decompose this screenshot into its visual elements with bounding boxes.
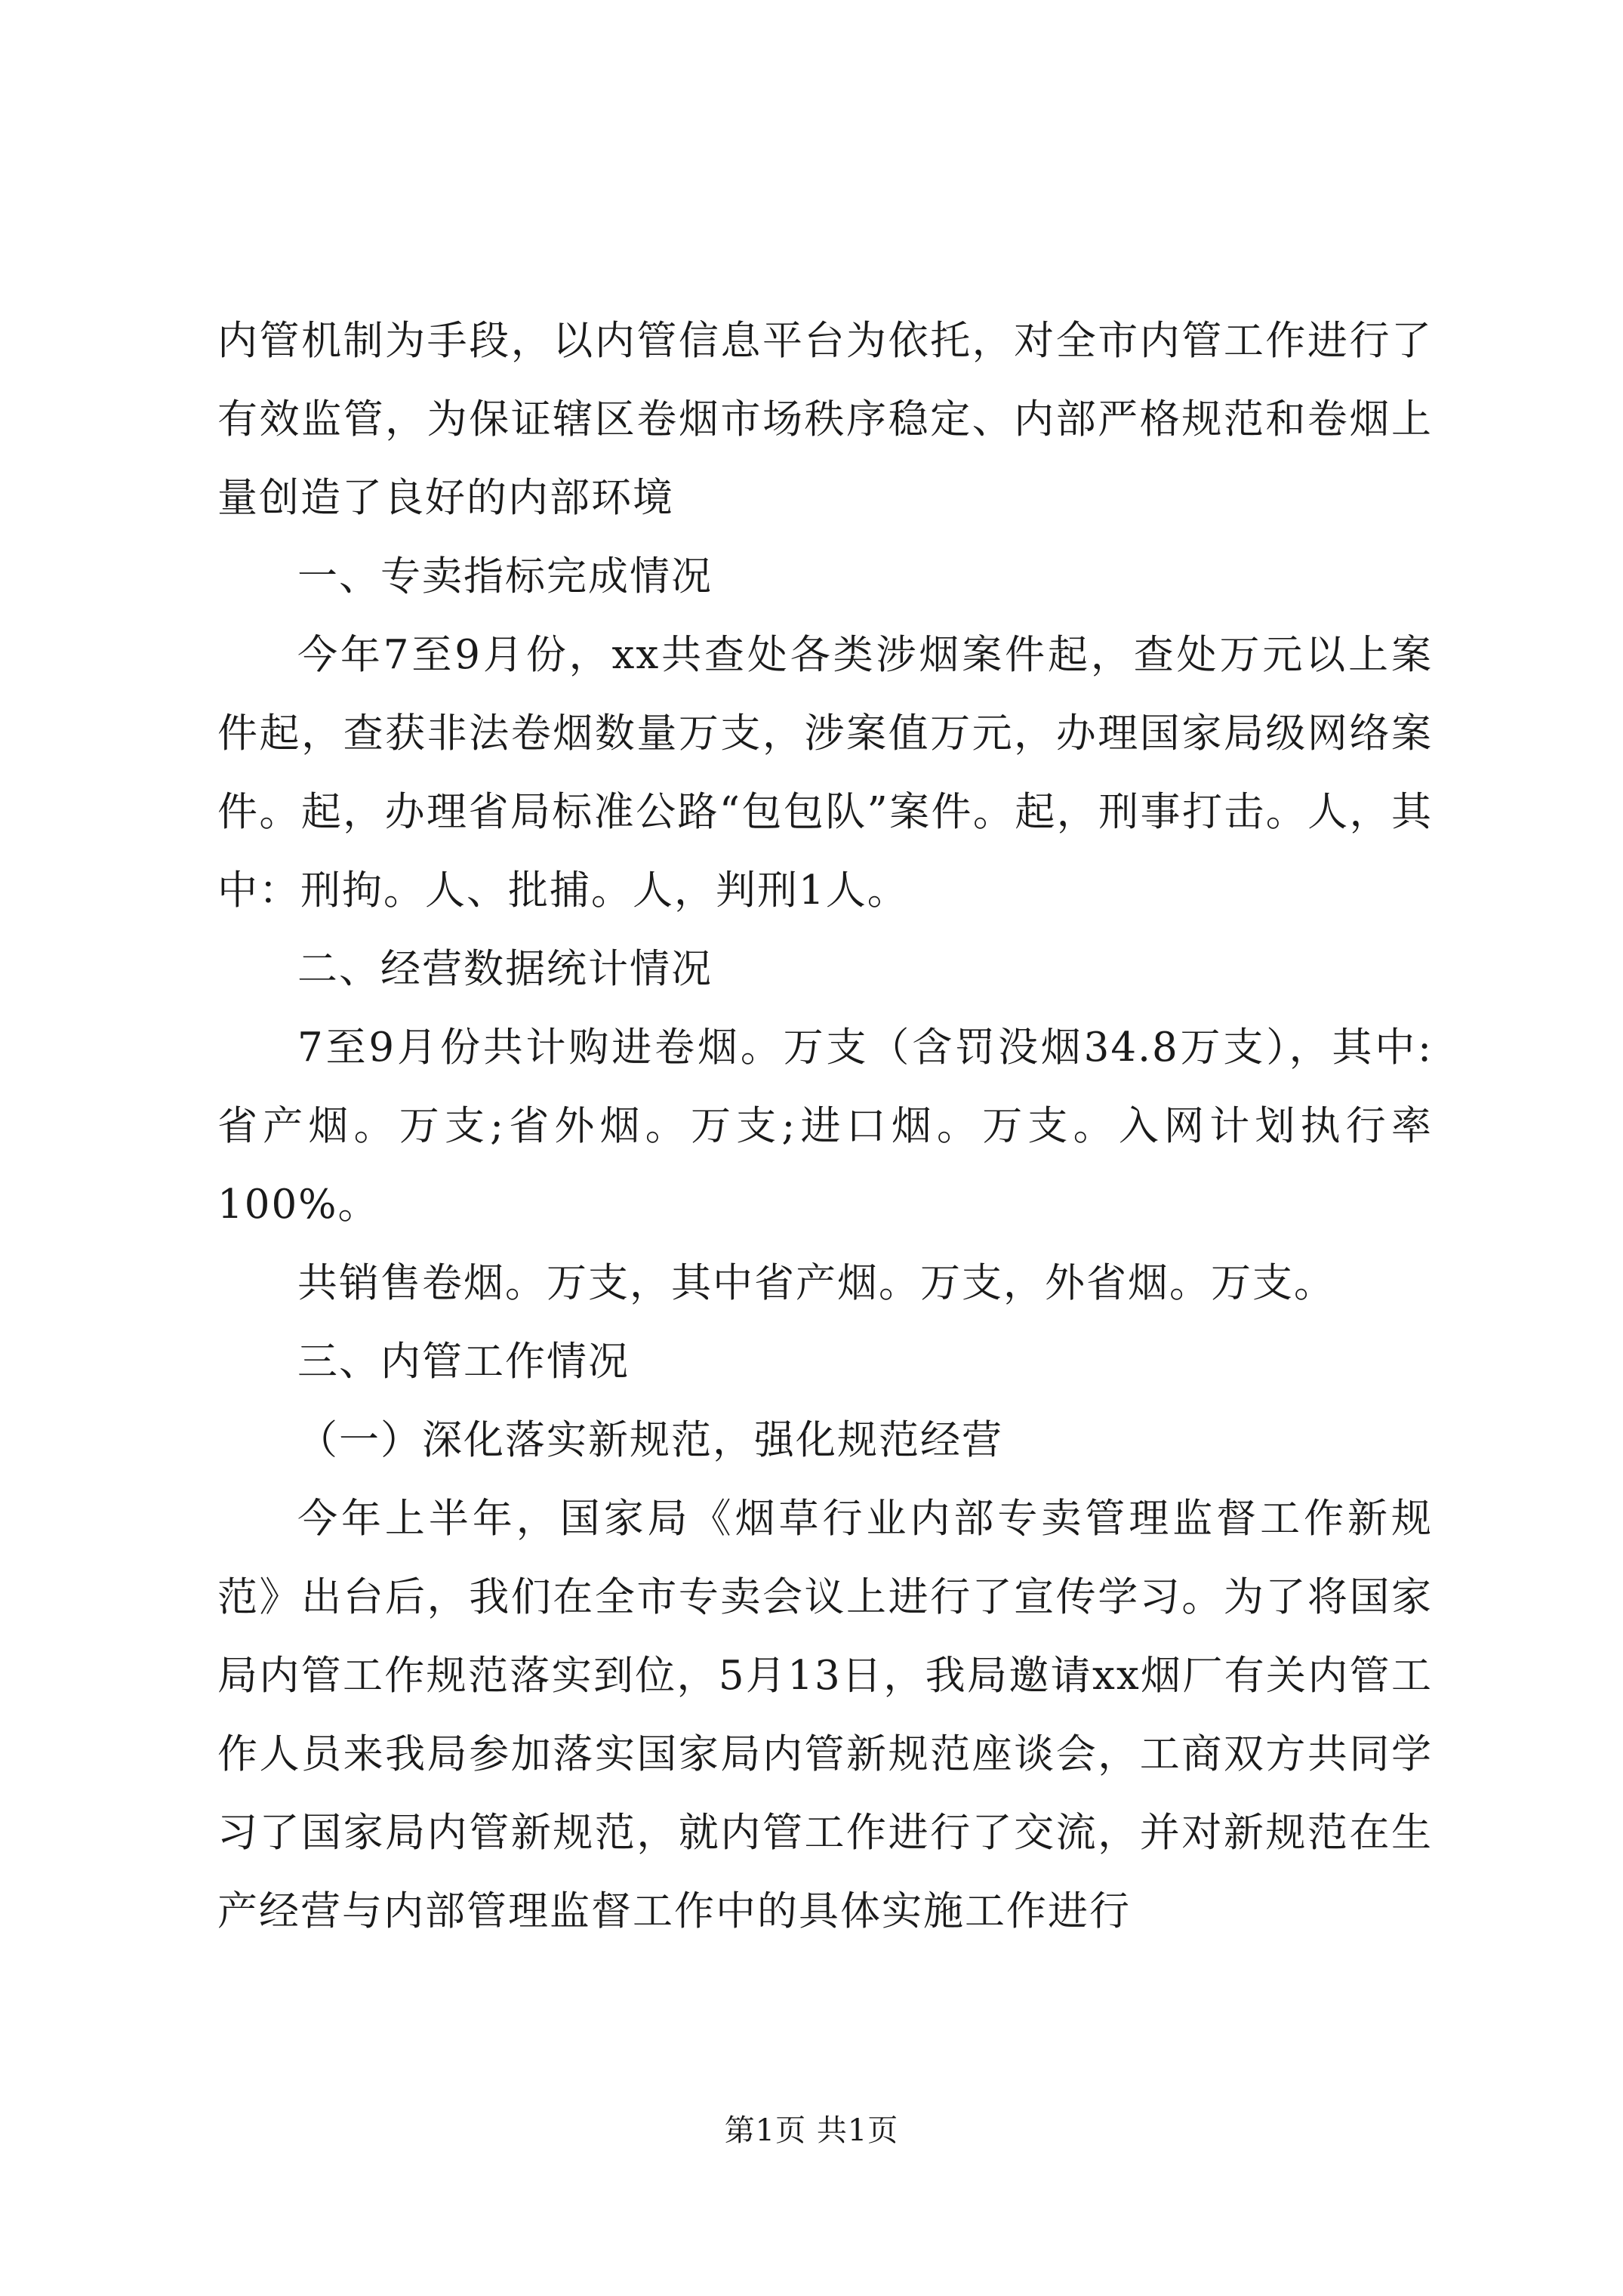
paragraph-intro-continuation: 内管机制为手段，以内管信息平台为依托，对全市内管工作进行了有效监管，为保证辖区卷烟市场秩序稳定、内部严格规范和卷烟上量创造了良好的内部环境 (217, 318, 1433, 521)
document-body (217, 302, 1433, 1951)
section-heading-2: 二、经营数据统计情况 (297, 946, 713, 992)
paragraph-enforcement-stats: 今年7至9月份，xx共查处各类涉烟案件起，查处万元以上案件起，查获非法卷烟数量万支，涉案值万元，办理国家局级网络案件。起，办理省局标准公路“包包队”案件。起，刑事打击。人，其中：刑拘。人、批捕。人，判刑1人。 (217, 632, 1433, 914)
paragraph-sales-stats: 共销售卷烟。万支，其中省产烟。万支，外省烟。万支。 (297, 1260, 1335, 1306)
paragraph-purchase-stats: 7至9月份共计购进卷烟。万支（含罚没烟34.8万支），其中:省产烟。万支;省外烟。万支;进口烟。万支。入网计划执行率100%。 (217, 1025, 1433, 1228)
subsection-heading-1: （一）深化落实新规范，强化规范经营 (297, 1417, 1003, 1463)
page-footer: 第1页 共1页 (724, 2113, 899, 2148)
section-heading-3: 三、内管工作情况 (297, 1339, 630, 1385)
section-heading-1: 一、专卖指标完成情况 (297, 553, 713, 599)
paragraph-new-regulations: 今年上半年，国家局《烟草行业内部专卖管理监督工作新规范》出台后，我们在全市专卖会议上进行了宣传学习。为了将国家局内管工作规范落实到位，5月13日，我局邀请xx烟厂有关内管工作人员来我局参加落实国家局内管新规范座谈会，工商双方共同学习了国家局内管新规范，就内管工作进行了交流，并对新规范在生产经营与内部管理监督工作中的具体实施工作进行 (217, 1496, 1433, 1934)
